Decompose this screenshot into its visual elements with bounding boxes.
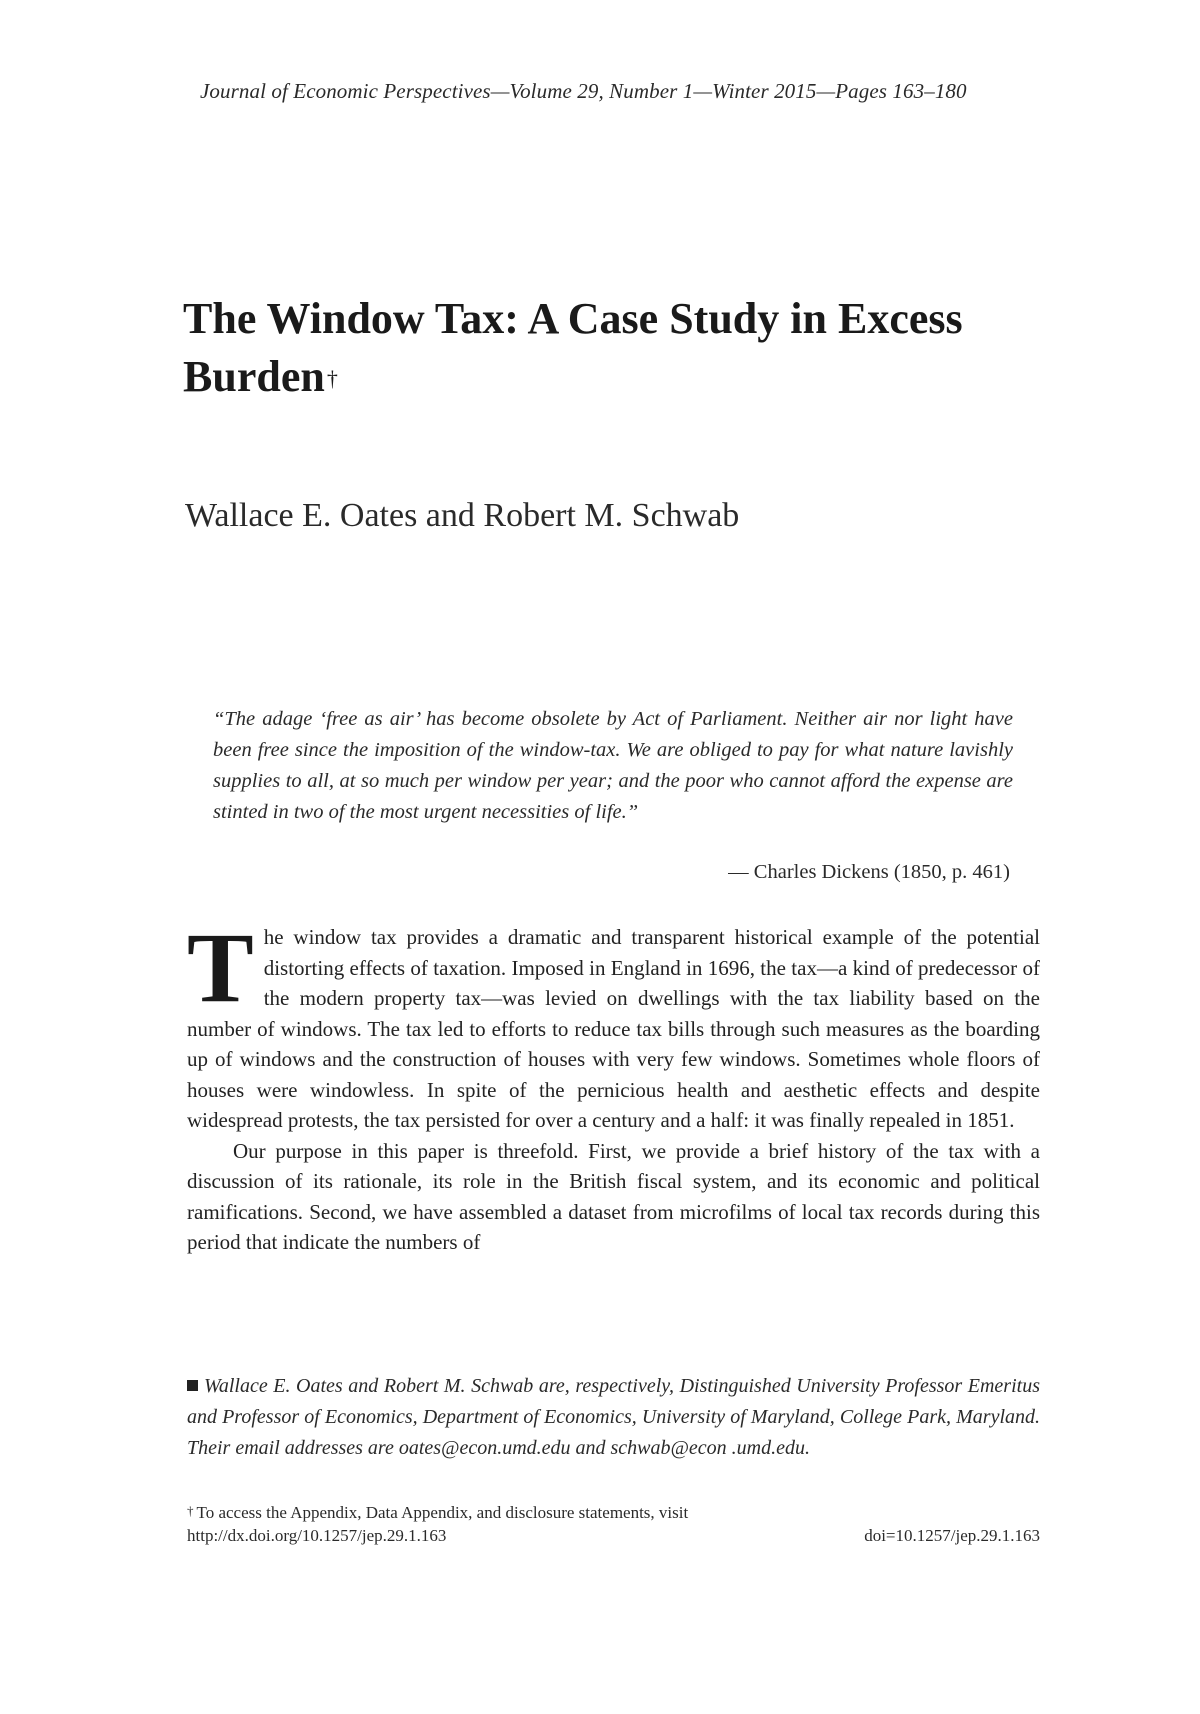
footnote (187, 1501, 1040, 1547)
footnote-text: To access the Appendix, Data Appendix, and disclosure statements, visit (196, 1503, 689, 1522)
footnote-dagger-mark: † (187, 1503, 194, 1518)
doi-label: doi=10.1257/jep.29.1.163 (864, 1526, 1040, 1545)
running-head: Journal of Economic Perspectives—Volume 29, Number 1—Winter 2015—Pages 163–180 (200, 79, 967, 103)
author-names: Wallace E. Oates and Robert M. Schwab (185, 497, 740, 534)
article-title-text: The Window Tax: A Case Study in Excess Burden (183, 294, 963, 401)
title-dagger-mark: † (326, 366, 338, 391)
article-title (183, 290, 1043, 406)
appendix-url-link[interactable]: http://dx.doi.org/10.1257/jep.29.1.163 (187, 1526, 447, 1545)
body-paragraph-2: Our purpose in this paper is threefold. First, we provide a brief history of the tax with a discussion of its rationale, its role in the British fiscal system, and its economic and political ramifications. Second, we have assembled a dataset from microfilms of local tax records during this period that indicate the numbers of (187, 1138, 1040, 1254)
author-affiliation-note (187, 1371, 1040, 1464)
footnote-line (187, 1501, 1040, 1524)
drop-cap: T (187, 912, 254, 1023)
epigraph-quote: “The adage ‘free as air’ has become obsolete by Act of Parliament. Neither air nor light have been free since the imposition of the window-tax. We are obliged to pay for what nature lavishly supplies to all, at so much per window per year; and the poor who cannot afford the expense are stinted in two of the most urgent necessities of life.” (213, 708, 1013, 823)
article-body (187, 912, 1040, 1258)
body-paragraph-1 (187, 912, 1040, 1136)
square-bullet-icon (187, 1380, 198, 1391)
footnote-links-row (187, 1524, 1040, 1547)
epigraph-attribution: — Charles Dickens (1850, p. 461) (728, 861, 1010, 883)
body-paragraph-1-text: he window tax provides a dramatic and transparent historical example of the potential distorting effects of taxation. Imposed in England in 1696, the tax—a kind of predecessor of the modern property tax—was levied on dwellings with the tax liability based on the number of windows. The tax led to efforts to reduce tax bills through such measures as the boarding up of windows and the construction of houses with very few windows. Sometimes whole floors of houses were windowless. In spite of the pernicious health and aesthetic effects and despite widespread protests, the tax persisted for over a century and a half: it was finally repealed in 1851. (187, 925, 1040, 1132)
author-affiliation-text: Wallace E. Oates and Robert M. Schwab are, respectively, Distinguished University Professor Emeritus and Professor of Economics, Department of Economics, University of Maryland, College Park, Maryland. Their email addresses are oates@econ.umd.edu and schwab@econ .umd.edu. (187, 1375, 1040, 1459)
